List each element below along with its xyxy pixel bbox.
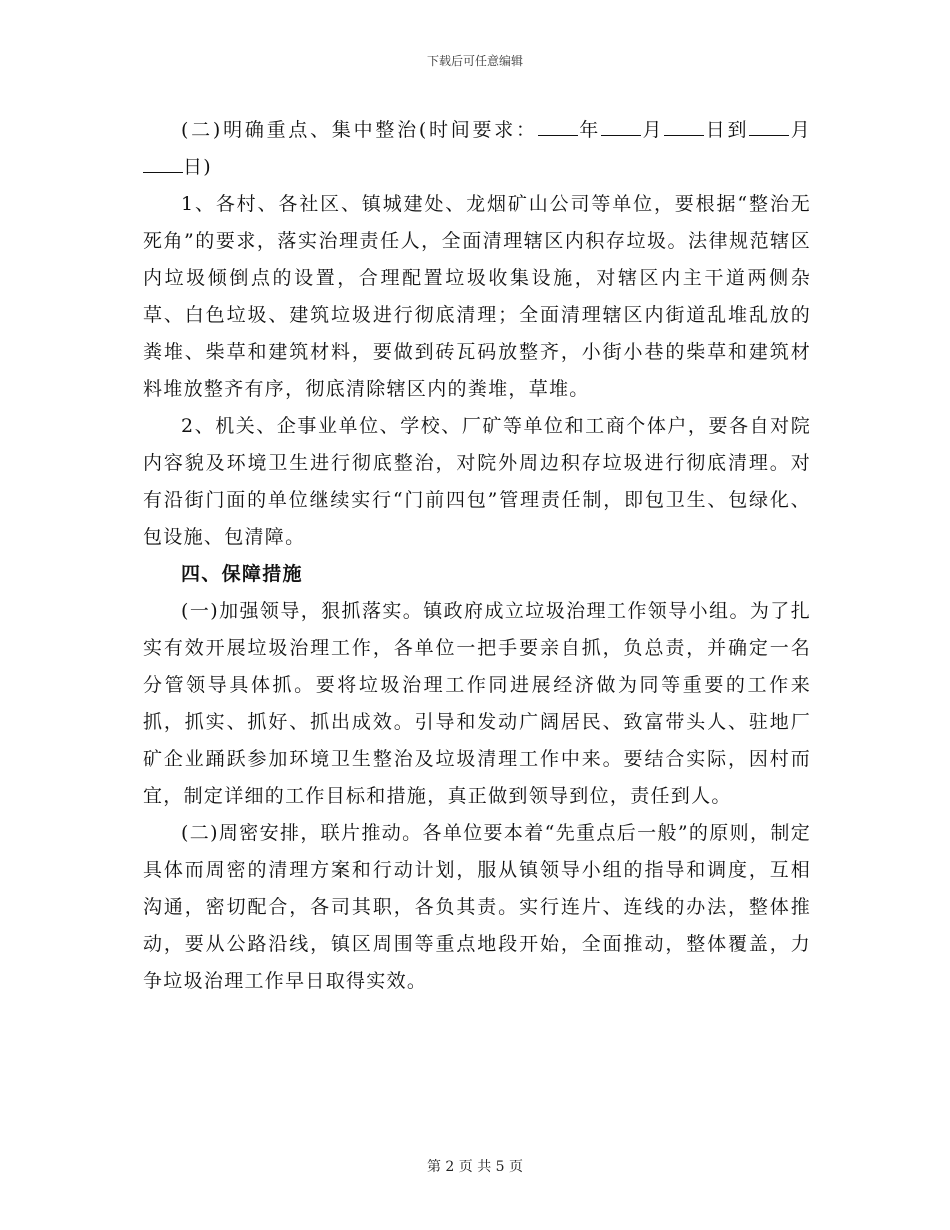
paragraph-measure-1: (一)加强领导，狠抓落实。镇政府成立垃圾治理工作领导小组。为了扎实有效开展垃圾治理工作，各单位一把手要亲自抓，负总责，并确定一名分管领导具体抓。要将垃圾治理工作同进展经济做为同等重要的工作来抓，抓实、抓好、抓出成效。引导和发动广阔居民、致富带头人、驻地厂矿企业踊跃参加环境卫生整治及垃圾清理工作中来。要结合实际，因村而宜，制定详细的工作目标和措施，真正做到领导到位，责任到人。 (143, 600, 811, 807)
paragraph-time-requirement (143, 112, 811, 186)
time-requirement-lead: (二)明确重点、集中整治(时间要求： (181, 119, 538, 141)
paragraph-item-2: 2、机关、企事业单位、学校、厂矿等单位和工商个体户，要各自对院内容貌及环境卫生进行彻底整治，对院外周边积存垃圾进行彻底清理。对有沿街门面的单位继续实行“门前四包”管理责任制，即包卫生、包绿化、包设施、包清障。 (143, 415, 811, 548)
paragraph-measure-2: (二)周密安排，联片推动。各单位要本着“先重点后一般”的原则，制定具体而周密的清理方案和行动计划，服从镇领导小组的指导和调度，互相沟通，密切配合，各司其职，各负其责。实行连片、连线的办法，整体推动，要从公路沿线，镇区周围等重点地段开始，全面推动，整体覆盖，力争垃圾治理工作早日取得实效。 (143, 822, 811, 992)
blank-line (538, 134, 578, 136)
blank-line (664, 134, 704, 136)
blank-line (143, 171, 183, 173)
blank-line (749, 134, 789, 136)
month-label: 月 (641, 119, 665, 141)
page-number: 第 2 页 共 5 页 (426, 1159, 524, 1175)
blank-line (601, 134, 641, 136)
section-heading: 四、保障措施 (181, 563, 303, 585)
day-close-label: 日) (183, 156, 213, 178)
month-label: 月 (789, 119, 811, 141)
page-header: 下载后可任意编辑 (426, 54, 523, 68)
document-body (143, 112, 811, 1000)
day-to-label: 日到 (704, 119, 750, 141)
paragraph-item-1: 1、各村、各社区、镇城建处、龙烟矿山公司等单位，要根据“整治无死角”的要求，落实治理责任人，全面清理辖区内积存垃圾。法律规范辖区内垃圾倾倒点的设置，合理配置垃圾收集设施，对辖区内主干道两侧杂草、白色垃圾、建筑垃圾进行彻底清理；全面清理辖区内街道乱堆乱放的粪堆、柴草和建筑材料，要做到砖瓦码放整齐，小街小巷的柴草和建筑材料堆放整齐有序，彻底清除辖区内的粪堆，草堆。 (143, 193, 811, 400)
year-label: 年 (577, 119, 602, 141)
